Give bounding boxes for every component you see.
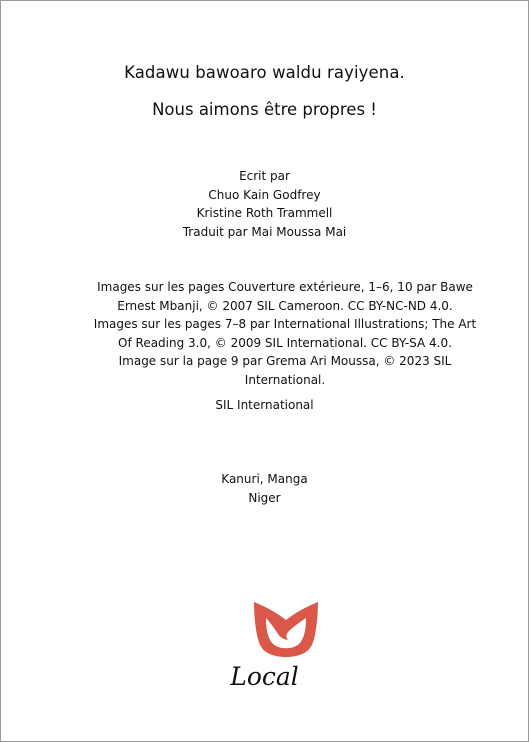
written-by-label: Ecrit par — [239, 169, 290, 183]
translator-credit: Traduit par Mai Moussa Mai — [182, 224, 347, 239]
image-credit-line: Ernest Mbanji, © 2007 SIL Cameroon. CC BY-NC-ND 4.0. — [117, 298, 453, 313]
book-title: Kadawu bawoaro waldu rayiyena. — [124, 63, 405, 82]
image-credit-line: Image sur la page 9 par Grema Ari Moussa, © 2023 SIL — [118, 354, 452, 368]
image-credit-line: International. — [244, 372, 326, 387]
language-name: Kanuri, Manga — [221, 472, 308, 486]
tulip-outer-petal — [254, 602, 318, 657]
image-credit-line: Images sur les pages Couverture extérieure, 1–6, 10 par Bawe — [97, 280, 473, 294]
image-credits — [93, 278, 477, 389]
author-name: Chuo Kain Godfrey — [208, 187, 321, 202]
image-credit-line: Images sur les pages 7–8 par International Illustrations; The Art — [93, 317, 477, 331]
image-credit-line: Of Reading 3.0, © 2009 SIL International. CC BY-SA 4.0. — [118, 335, 452, 350]
author-credits — [1, 167, 528, 241]
language-info — [1, 470, 528, 507]
tulip-logo-icon — [250, 598, 322, 662]
book-subtitle: Nous aimons être propres ! — [152, 100, 377, 119]
publisher-name: SIL International — [215, 398, 314, 412]
logo-wordmark: Local — [230, 662, 299, 691]
country-name: Niger — [248, 490, 281, 505]
author-name: Kristine Roth Trammell — [196, 206, 333, 220]
